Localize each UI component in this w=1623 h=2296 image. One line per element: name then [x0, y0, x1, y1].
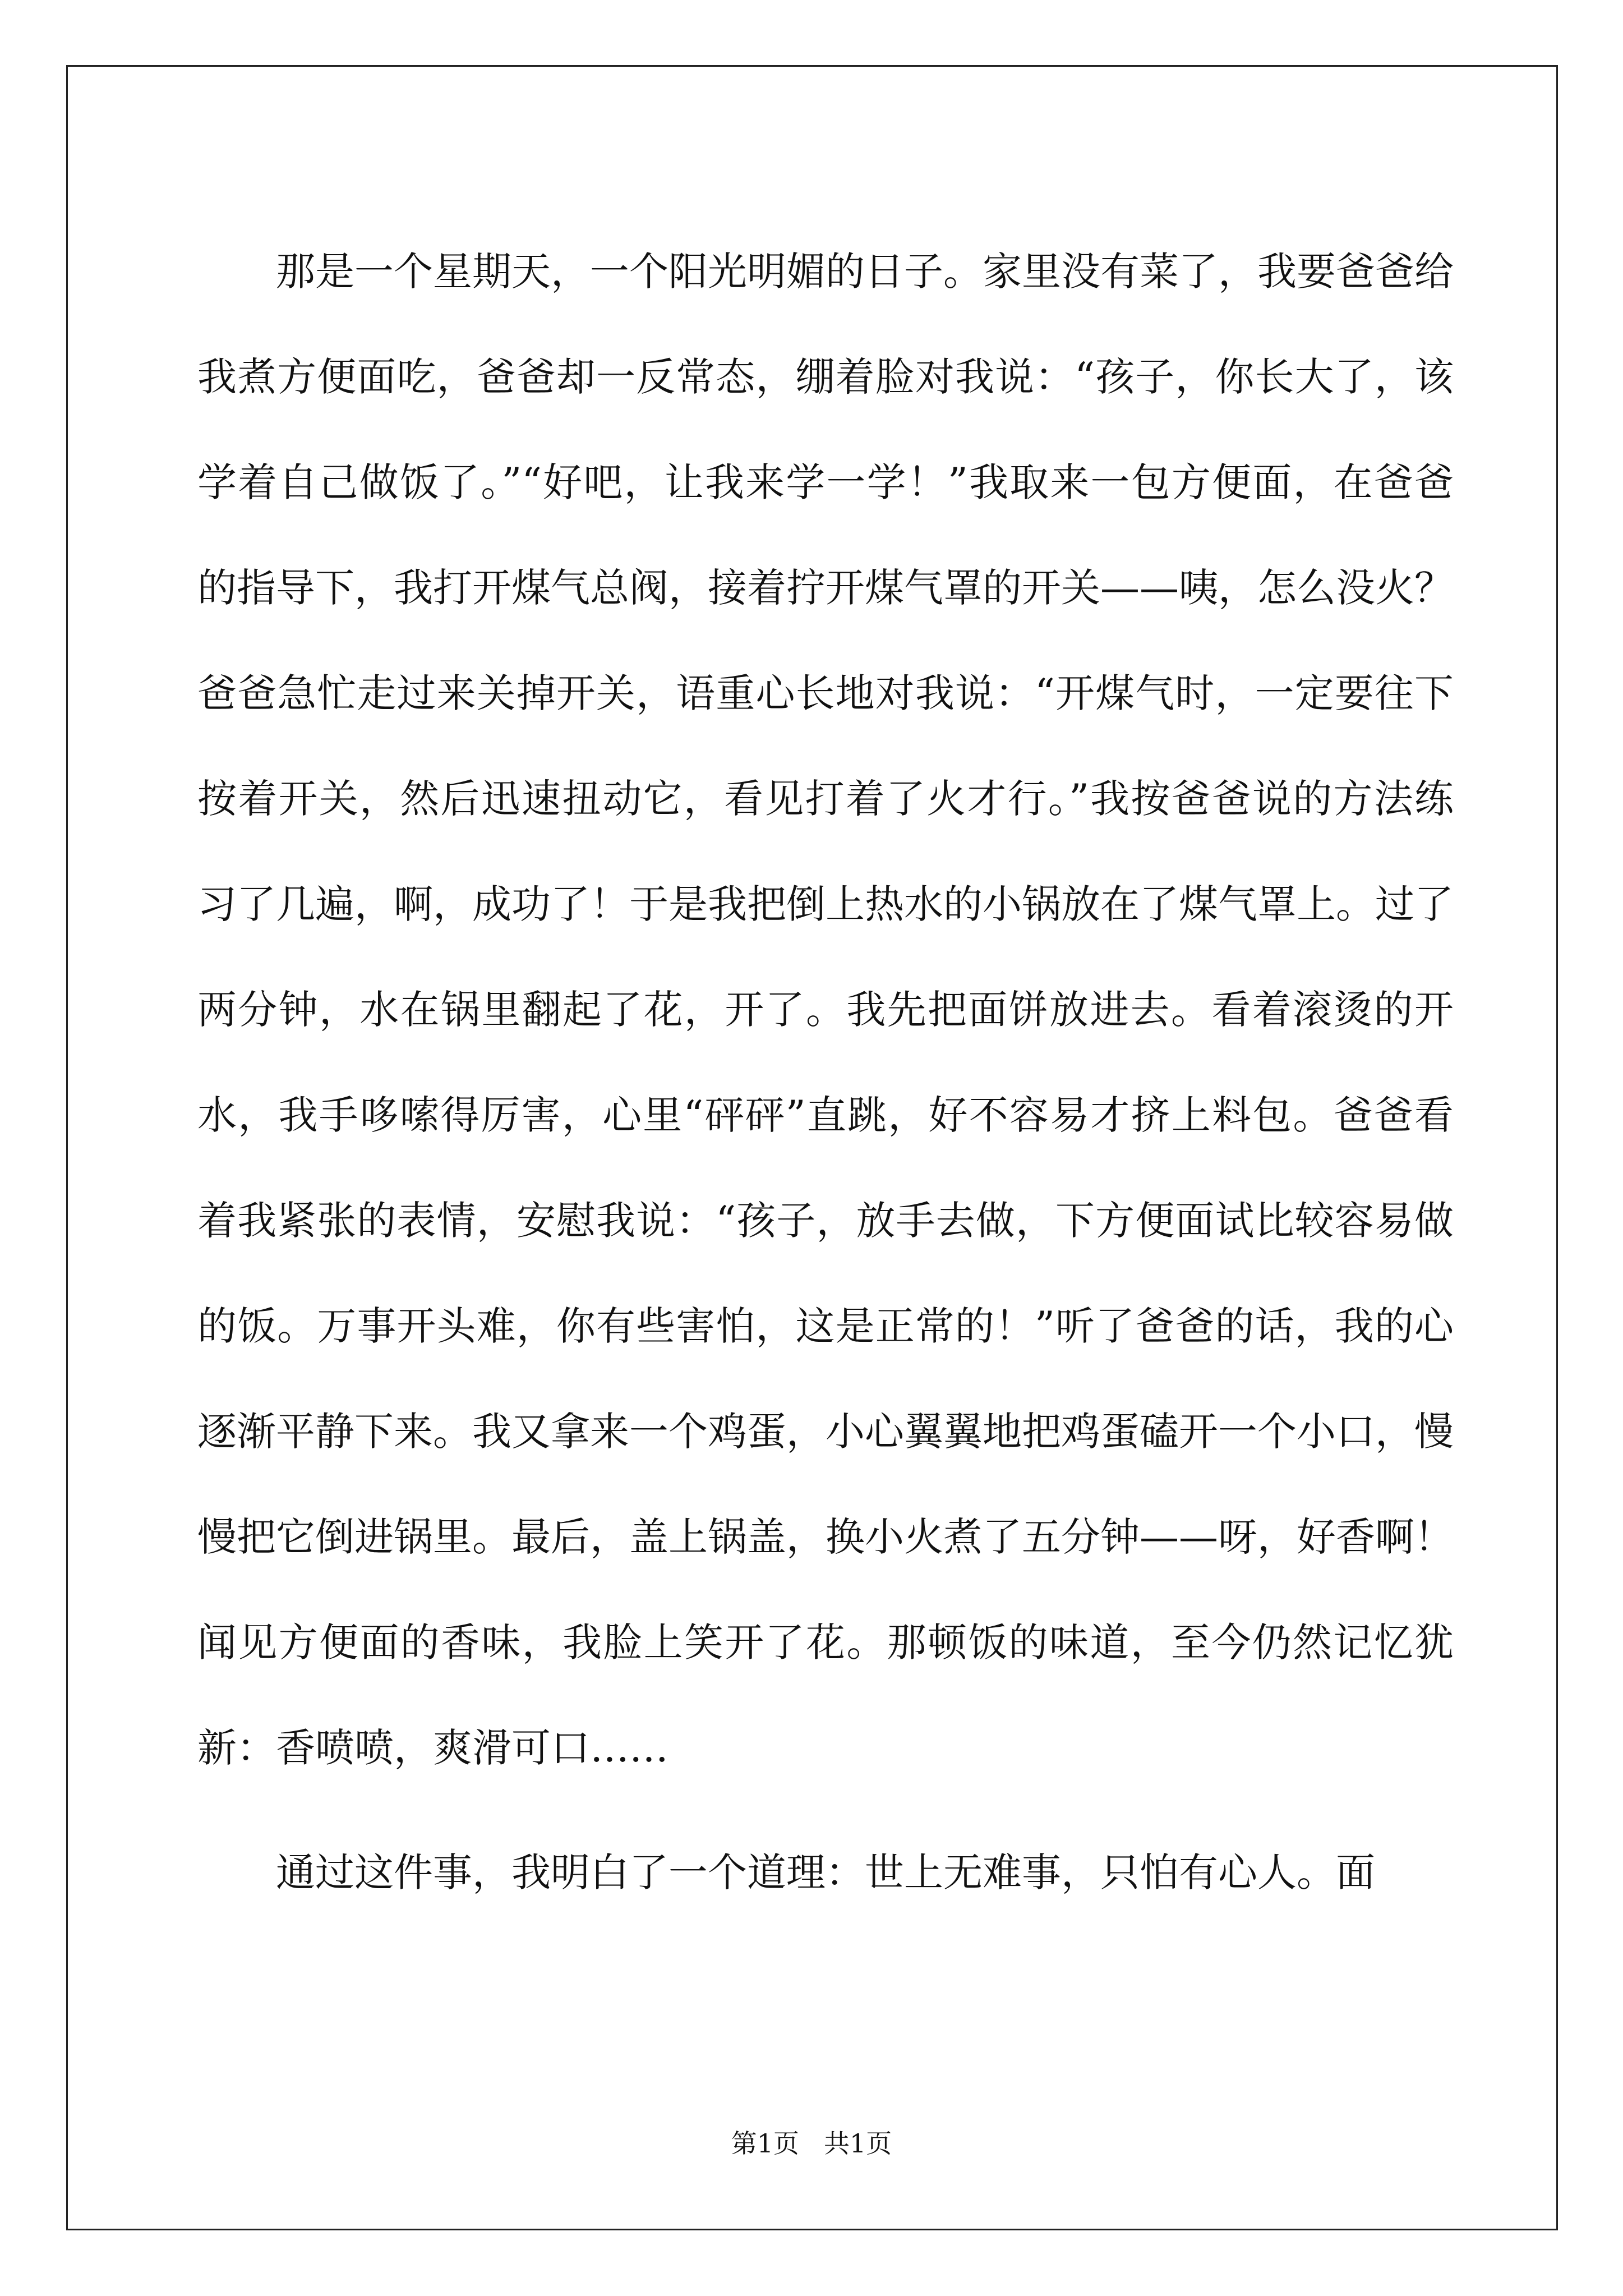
page-number: 第1页 [731, 2128, 799, 2159]
page-total: 共1页 [824, 2128, 892, 2159]
paragraph: 那是一个星期天，一个阳光明媚的日子。家里没有菜了，我要爸爸给我煮方便面吃，爸爸却一反常态，绷着脸对我说：“孩子，你长大了，该学着自己做饭了。”“好吧，让我来学一学！”我取来一包方便面，在爸爸的指导下，我打开煤气总阀，接着拧开煤气罩的开关——咦，怎么没火？爸爸急忙走过来关掉开关，语重心长地对我说：“开煤气时，一定要往下按着开关，然后迅速扭动它，看见打着了火才行。”我按爸爸说的方法练习了几遍，啊，成功了！于是我把倒上热水的小锅放在了煤气罩上。过了两分钟，水在锅里翻起了花，开了。我先把面饼放进去。看着滚烫的开水，我手哆嗦得厉害，心里“砰砰”直跳，好不容易才挤上料包。爸爸看着我紧张的表情，安慰我说：“孩子，放手去做，下方便面试比较容易做的饭。万事开头难，你有些害怕，这是正常的！”听了爸爸的话，我的心逐渐平静下来。我又拿来一个鸡蛋，小心翼翼地把鸡蛋磕开一个小口，慢慢把它倒进锅里。最后，盖上锅盖，换小火煮了五分钟——呀，好香啊！闻见方便面的香味，我脸上笑开了花。那顿饭的味道，至今仍然记忆犹新：香喷喷，爽滑可口…… [197, 249, 1454, 1771]
page-footer [0, 2127, 1623, 2160]
paragraph: 通过这件事，我明白了一个道理：世上无难事，只怕有心人。面 [276, 1849, 1375, 1895]
document-body [197, 219, 1454, 1925]
